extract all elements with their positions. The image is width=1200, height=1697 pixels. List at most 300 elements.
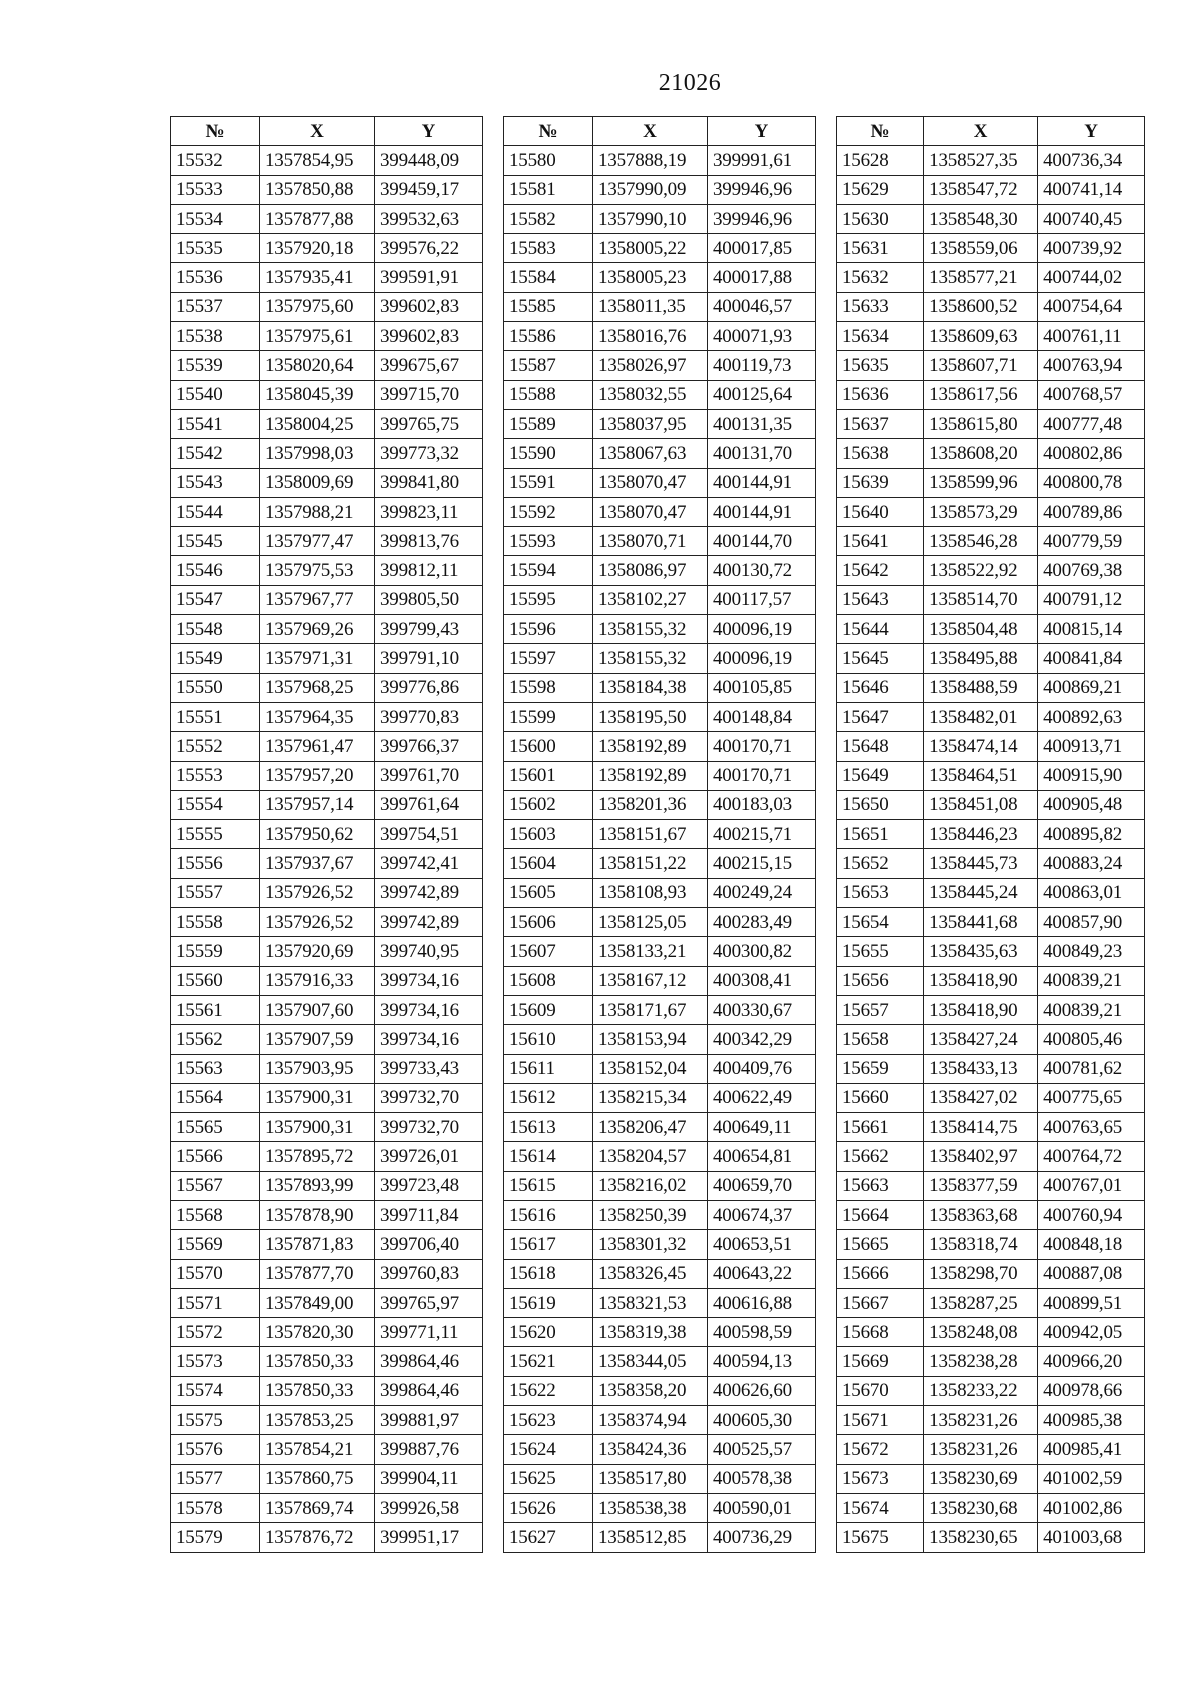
coord-y: 399576,22 bbox=[375, 234, 483, 263]
coord-x: 1357869,74 bbox=[260, 1493, 375, 1522]
coord-x: 1357850,33 bbox=[260, 1347, 375, 1376]
coord-y: 400754,64 bbox=[1038, 292, 1145, 321]
point-number: 15628 bbox=[837, 146, 924, 175]
table-row bbox=[504, 1171, 816, 1200]
coord-y: 399740,95 bbox=[375, 937, 483, 966]
coord-x: 1358155,32 bbox=[593, 644, 708, 673]
table-row bbox=[504, 849, 816, 878]
coord-x: 1358402,97 bbox=[924, 1142, 1038, 1171]
coord-x: 1357998,03 bbox=[260, 439, 375, 468]
coord-x: 1358573,29 bbox=[924, 497, 1038, 526]
coord-x: 1358617,56 bbox=[924, 380, 1038, 409]
point-number: 15537 bbox=[171, 292, 260, 321]
coord-x: 1358517,80 bbox=[593, 1464, 708, 1493]
point-number: 15571 bbox=[171, 1288, 260, 1317]
point-number: 15582 bbox=[504, 204, 593, 233]
coord-y: 399864,46 bbox=[375, 1376, 483, 1405]
point-number: 15543 bbox=[171, 468, 260, 497]
table-row bbox=[171, 204, 483, 233]
table-row bbox=[171, 527, 483, 556]
point-number: 15607 bbox=[504, 937, 593, 966]
coord-x: 1358233,22 bbox=[924, 1376, 1038, 1405]
coord-x: 1358546,28 bbox=[924, 527, 1038, 556]
point-number: 15554 bbox=[171, 790, 260, 819]
table-row bbox=[837, 673, 1145, 702]
coord-y: 400869,21 bbox=[1038, 673, 1145, 702]
table-row bbox=[504, 585, 816, 614]
point-number: 15667 bbox=[837, 1288, 924, 1317]
point-number: 15536 bbox=[171, 263, 260, 292]
coord-y: 400760,94 bbox=[1038, 1200, 1145, 1229]
table-row bbox=[171, 1288, 483, 1317]
coord-x: 1357853,25 bbox=[260, 1406, 375, 1435]
table-row bbox=[504, 1142, 816, 1171]
coord-x: 1358151,67 bbox=[593, 820, 708, 849]
coord-x: 1358363,68 bbox=[924, 1200, 1038, 1229]
coord-x: 1357975,53 bbox=[260, 556, 375, 585]
coord-y: 399734,16 bbox=[375, 966, 483, 995]
point-number: 15578 bbox=[171, 1493, 260, 1522]
table-row bbox=[504, 615, 816, 644]
coord-x: 1358067,63 bbox=[593, 439, 708, 468]
point-number: 15594 bbox=[504, 556, 593, 585]
table-row bbox=[504, 1435, 816, 1464]
point-number: 15565 bbox=[171, 1113, 260, 1142]
point-number: 15546 bbox=[171, 556, 260, 585]
coord-x: 1358004,25 bbox=[260, 409, 375, 438]
coord-y: 399732,70 bbox=[375, 1113, 483, 1142]
table-row bbox=[171, 1406, 483, 1435]
point-number: 15675 bbox=[837, 1523, 924, 1552]
coord-x: 1357920,18 bbox=[260, 234, 375, 263]
table-row bbox=[837, 732, 1145, 761]
coord-y: 400119,73 bbox=[708, 351, 816, 380]
coord-x: 1357964,35 bbox=[260, 702, 375, 731]
point-number: 15539 bbox=[171, 351, 260, 380]
table-row bbox=[504, 702, 816, 731]
coord-x: 1357893,99 bbox=[260, 1171, 375, 1200]
coord-x: 1358151,22 bbox=[593, 849, 708, 878]
table-row bbox=[837, 1464, 1145, 1493]
coord-x: 1358171,67 bbox=[593, 995, 708, 1024]
coord-y: 400736,29 bbox=[708, 1523, 816, 1552]
coord-x: 1358377,59 bbox=[924, 1171, 1038, 1200]
coord-y: 399734,16 bbox=[375, 1025, 483, 1054]
coord-y: 400764,72 bbox=[1038, 1142, 1145, 1171]
table-row bbox=[837, 790, 1145, 819]
coord-y: 399761,70 bbox=[375, 761, 483, 790]
table-header-row bbox=[837, 117, 1145, 146]
table-row bbox=[837, 1523, 1145, 1552]
table-row bbox=[837, 1142, 1145, 1171]
coord-y: 399926,58 bbox=[375, 1493, 483, 1522]
coord-y: 400616,88 bbox=[708, 1288, 816, 1317]
coord-y: 400887,08 bbox=[1038, 1259, 1145, 1288]
point-number: 15648 bbox=[837, 732, 924, 761]
coord-y: 400839,21 bbox=[1038, 995, 1145, 1024]
coord-y: 400779,59 bbox=[1038, 527, 1145, 556]
coord-x: 1358446,23 bbox=[924, 820, 1038, 849]
coord-y: 399812,11 bbox=[375, 556, 483, 585]
table-row bbox=[504, 1230, 816, 1259]
table-row bbox=[171, 380, 483, 409]
table-row bbox=[837, 1113, 1145, 1142]
table-row bbox=[171, 439, 483, 468]
coord-y: 400899,51 bbox=[1038, 1288, 1145, 1317]
coord-y: 400761,11 bbox=[1038, 322, 1145, 351]
table-row bbox=[837, 322, 1145, 351]
point-number: 15663 bbox=[837, 1171, 924, 1200]
table-row bbox=[171, 702, 483, 731]
table-row bbox=[837, 966, 1145, 995]
coord-y: 400046,57 bbox=[708, 292, 816, 321]
coord-x: 1357916,33 bbox=[260, 966, 375, 995]
coord-x: 1357860,75 bbox=[260, 1464, 375, 1493]
table-row bbox=[837, 1493, 1145, 1522]
coord-y: 400308,41 bbox=[708, 966, 816, 995]
point-number: 15579 bbox=[171, 1523, 260, 1552]
point-number: 15636 bbox=[837, 380, 924, 409]
point-number: 15556 bbox=[171, 849, 260, 878]
point-number: 15661 bbox=[837, 1113, 924, 1142]
coord-x: 1358153,94 bbox=[593, 1025, 708, 1054]
coord-x: 1357969,26 bbox=[260, 615, 375, 644]
coord-x: 1358538,38 bbox=[593, 1493, 708, 1522]
coord-y: 399723,48 bbox=[375, 1171, 483, 1200]
table-row bbox=[837, 849, 1145, 878]
point-number: 15614 bbox=[504, 1142, 593, 1171]
table-row bbox=[837, 1259, 1145, 1288]
table-row bbox=[504, 937, 816, 966]
point-number: 15584 bbox=[504, 263, 593, 292]
coord-x: 1358514,70 bbox=[924, 585, 1038, 614]
point-number: 15567 bbox=[171, 1171, 260, 1200]
point-number: 15602 bbox=[504, 790, 593, 819]
coord-x: 1358527,35 bbox=[924, 146, 1038, 175]
coord-x: 1358005,23 bbox=[593, 263, 708, 292]
coord-x: 1358020,64 bbox=[260, 351, 375, 380]
coord-x: 1358427,02 bbox=[924, 1083, 1038, 1112]
coord-x: 1358005,22 bbox=[593, 234, 708, 263]
table-row bbox=[837, 439, 1145, 468]
page-number: 21026 bbox=[658, 70, 722, 96]
coord-y: 400525,57 bbox=[708, 1435, 816, 1464]
table-row bbox=[504, 1083, 816, 1112]
point-number: 15574 bbox=[171, 1376, 260, 1405]
coord-y: 399711,84 bbox=[375, 1200, 483, 1229]
table-row bbox=[837, 585, 1145, 614]
coord-y: 400626,60 bbox=[708, 1376, 816, 1405]
coord-y: 399602,83 bbox=[375, 292, 483, 321]
coordinate-table-1 bbox=[170, 116, 483, 1553]
point-number: 15616 bbox=[504, 1200, 593, 1229]
coord-y: 400892,63 bbox=[1038, 702, 1145, 731]
point-number: 15553 bbox=[171, 761, 260, 790]
coord-x: 1358321,53 bbox=[593, 1288, 708, 1317]
point-number: 15621 bbox=[504, 1347, 593, 1376]
coord-x: 1358559,06 bbox=[924, 234, 1038, 263]
point-number: 15540 bbox=[171, 380, 260, 409]
coord-y: 399799,43 bbox=[375, 615, 483, 644]
coord-x: 1358204,57 bbox=[593, 1142, 708, 1171]
coord-y: 400966,20 bbox=[1038, 1347, 1145, 1376]
coord-x: 1358414,75 bbox=[924, 1113, 1038, 1142]
point-number: 15674 bbox=[837, 1493, 924, 1522]
coord-x: 1358037,95 bbox=[593, 409, 708, 438]
coord-y: 399742,41 bbox=[375, 849, 483, 878]
coord-x: 1358231,26 bbox=[924, 1435, 1038, 1464]
table-row bbox=[504, 1493, 816, 1522]
coord-y: 399532,63 bbox=[375, 204, 483, 233]
point-number: 15544 bbox=[171, 497, 260, 526]
coord-x: 1357850,33 bbox=[260, 1376, 375, 1405]
coord-y: 399773,32 bbox=[375, 439, 483, 468]
table-row bbox=[837, 351, 1145, 380]
point-number: 15534 bbox=[171, 204, 260, 233]
table-row bbox=[837, 937, 1145, 966]
coord-y: 400913,71 bbox=[1038, 732, 1145, 761]
header-number: № bbox=[171, 117, 260, 146]
table-row bbox=[171, 468, 483, 497]
table-row bbox=[837, 1083, 1145, 1112]
point-number: 15658 bbox=[837, 1025, 924, 1054]
coord-x: 1357876,72 bbox=[260, 1523, 375, 1552]
point-number: 15572 bbox=[171, 1318, 260, 1347]
point-number: 15659 bbox=[837, 1054, 924, 1083]
point-number: 15627 bbox=[504, 1523, 593, 1552]
point-number: 15657 bbox=[837, 995, 924, 1024]
point-number: 15629 bbox=[837, 175, 924, 204]
table-row bbox=[504, 908, 816, 937]
point-number: 15634 bbox=[837, 322, 924, 351]
coord-y: 400578,38 bbox=[708, 1464, 816, 1493]
coord-y: 399602,83 bbox=[375, 322, 483, 351]
table-row bbox=[504, 556, 816, 585]
coord-y: 400170,71 bbox=[708, 732, 816, 761]
point-number: 15542 bbox=[171, 439, 260, 468]
table-row bbox=[837, 1288, 1145, 1317]
coord-x: 1358016,76 bbox=[593, 322, 708, 351]
coord-x: 1358026,97 bbox=[593, 351, 708, 380]
coord-x: 1358548,30 bbox=[924, 204, 1038, 233]
coord-y: 399791,10 bbox=[375, 644, 483, 673]
table-row bbox=[504, 1259, 816, 1288]
point-number: 15606 bbox=[504, 908, 593, 937]
coord-x: 1358445,24 bbox=[924, 878, 1038, 907]
coord-y: 400800,78 bbox=[1038, 468, 1145, 497]
coord-x: 1358445,73 bbox=[924, 849, 1038, 878]
coord-x: 1357990,09 bbox=[593, 175, 708, 204]
coord-y: 399766,37 bbox=[375, 732, 483, 761]
point-number: 15595 bbox=[504, 585, 593, 614]
point-number: 15638 bbox=[837, 439, 924, 468]
table-row bbox=[504, 351, 816, 380]
point-number: 15583 bbox=[504, 234, 593, 263]
table-row bbox=[837, 1230, 1145, 1259]
coord-y: 400740,45 bbox=[1038, 204, 1145, 233]
table-row bbox=[504, 175, 816, 204]
coord-y: 400131,35 bbox=[708, 409, 816, 438]
point-number: 15646 bbox=[837, 673, 924, 702]
table-row bbox=[504, 468, 816, 497]
table-row bbox=[171, 1493, 483, 1522]
point-number: 15568 bbox=[171, 1200, 260, 1229]
point-number: 15673 bbox=[837, 1464, 924, 1493]
coord-x: 1358195,50 bbox=[593, 702, 708, 731]
table-row bbox=[171, 175, 483, 204]
table-row bbox=[171, 644, 483, 673]
header-y: Y bbox=[1038, 117, 1145, 146]
coord-y: 400409,76 bbox=[708, 1054, 816, 1083]
point-number: 15641 bbox=[837, 527, 924, 556]
point-number: 15535 bbox=[171, 234, 260, 263]
table-row bbox=[504, 820, 816, 849]
point-number: 15560 bbox=[171, 966, 260, 995]
header-y: Y bbox=[375, 117, 483, 146]
point-number: 15592 bbox=[504, 497, 593, 526]
coord-y: 400791,12 bbox=[1038, 585, 1145, 614]
table-row bbox=[837, 527, 1145, 556]
coord-x: 1357967,77 bbox=[260, 585, 375, 614]
point-number: 15581 bbox=[504, 175, 593, 204]
coord-y: 399760,83 bbox=[375, 1259, 483, 1288]
point-number: 15645 bbox=[837, 644, 924, 673]
table-row bbox=[171, 1054, 483, 1083]
table-row bbox=[504, 1376, 816, 1405]
coord-y: 400130,72 bbox=[708, 556, 816, 585]
coord-x: 1358045,39 bbox=[260, 380, 375, 409]
table-row bbox=[504, 263, 816, 292]
coord-x: 1357854,21 bbox=[260, 1435, 375, 1464]
table-row bbox=[837, 1376, 1145, 1405]
table-row bbox=[504, 644, 816, 673]
table-row bbox=[504, 292, 816, 321]
table-row bbox=[171, 556, 483, 585]
coord-y: 400741,14 bbox=[1038, 175, 1145, 204]
point-number: 15655 bbox=[837, 937, 924, 966]
point-number: 15643 bbox=[837, 585, 924, 614]
coord-y: 400805,46 bbox=[1038, 1025, 1145, 1054]
coord-y: 399448,09 bbox=[375, 146, 483, 175]
coord-y: 400330,67 bbox=[708, 995, 816, 1024]
coord-x: 1357990,10 bbox=[593, 204, 708, 233]
table-row bbox=[504, 1318, 816, 1347]
point-number: 15639 bbox=[837, 468, 924, 497]
table-row bbox=[837, 497, 1145, 526]
point-number: 15640 bbox=[837, 497, 924, 526]
table-row bbox=[837, 1347, 1145, 1376]
coord-x: 1358451,08 bbox=[924, 790, 1038, 819]
table-row bbox=[837, 380, 1145, 409]
coord-x: 1358608,20 bbox=[924, 439, 1038, 468]
point-number: 15585 bbox=[504, 292, 593, 321]
point-number: 15604 bbox=[504, 849, 593, 878]
coord-x: 1357878,90 bbox=[260, 1200, 375, 1229]
point-number: 15599 bbox=[504, 702, 593, 731]
point-number: 15590 bbox=[504, 439, 593, 468]
coord-y: 400017,85 bbox=[708, 234, 816, 263]
table-row bbox=[171, 966, 483, 995]
table-row bbox=[504, 732, 816, 761]
coord-x: 1357935,41 bbox=[260, 263, 375, 292]
point-number: 15630 bbox=[837, 204, 924, 233]
coord-y: 400736,34 bbox=[1038, 146, 1145, 175]
coord-y: 400674,37 bbox=[708, 1200, 816, 1229]
point-number: 15532 bbox=[171, 146, 260, 175]
table-row bbox=[504, 409, 816, 438]
table-row bbox=[504, 1464, 816, 1493]
coord-y: 400763,94 bbox=[1038, 351, 1145, 380]
header-number: № bbox=[504, 117, 593, 146]
coord-y: 399733,43 bbox=[375, 1054, 483, 1083]
table-row bbox=[504, 146, 816, 175]
coord-y: 400769,38 bbox=[1038, 556, 1145, 585]
coord-x: 1357977,47 bbox=[260, 527, 375, 556]
table-row bbox=[171, 409, 483, 438]
point-number: 15609 bbox=[504, 995, 593, 1024]
coord-x: 1358547,72 bbox=[924, 175, 1038, 204]
point-number: 15647 bbox=[837, 702, 924, 731]
table-row bbox=[504, 439, 816, 468]
coord-y: 399765,75 bbox=[375, 409, 483, 438]
coord-y: 399761,64 bbox=[375, 790, 483, 819]
coord-y: 399726,01 bbox=[375, 1142, 483, 1171]
point-number: 15622 bbox=[504, 1376, 593, 1405]
coord-y: 400978,66 bbox=[1038, 1376, 1145, 1405]
coord-y: 399776,86 bbox=[375, 673, 483, 702]
point-number: 15631 bbox=[837, 234, 924, 263]
point-number: 15615 bbox=[504, 1171, 593, 1200]
table-row bbox=[171, 1347, 483, 1376]
coord-y: 400849,23 bbox=[1038, 937, 1145, 966]
table-row bbox=[504, 1054, 816, 1083]
coord-x: 1357950,62 bbox=[260, 820, 375, 849]
coord-y: 399770,83 bbox=[375, 702, 483, 731]
point-number: 15668 bbox=[837, 1318, 924, 1347]
coord-x: 1358070,47 bbox=[593, 497, 708, 526]
coord-x: 1357871,83 bbox=[260, 1230, 375, 1259]
coord-y: 399591,91 bbox=[375, 263, 483, 292]
coord-y: 400777,48 bbox=[1038, 409, 1145, 438]
table-row bbox=[171, 1230, 483, 1259]
table-row bbox=[837, 263, 1145, 292]
table-row bbox=[504, 1113, 816, 1142]
coord-y: 400590,01 bbox=[708, 1493, 816, 1522]
point-number: 15533 bbox=[171, 175, 260, 204]
coord-x: 1358504,48 bbox=[924, 615, 1038, 644]
point-number: 15632 bbox=[837, 263, 924, 292]
table-row bbox=[837, 1025, 1145, 1054]
coord-y: 401002,86 bbox=[1038, 1493, 1145, 1522]
table-row bbox=[504, 1347, 816, 1376]
coord-y: 400249,24 bbox=[708, 878, 816, 907]
table-row bbox=[837, 820, 1145, 849]
coord-y: 399706,40 bbox=[375, 1230, 483, 1259]
coord-x: 1358184,38 bbox=[593, 673, 708, 702]
point-number: 15653 bbox=[837, 878, 924, 907]
coord-y: 400841,84 bbox=[1038, 644, 1145, 673]
coord-y: 399946,96 bbox=[708, 175, 816, 204]
coord-y: 400985,41 bbox=[1038, 1435, 1145, 1464]
table-row bbox=[837, 702, 1145, 731]
coord-y: 399765,97 bbox=[375, 1288, 483, 1317]
table-row bbox=[171, 292, 483, 321]
table-row bbox=[171, 1113, 483, 1142]
table-row bbox=[171, 1259, 483, 1288]
table-row bbox=[171, 1464, 483, 1493]
table-row bbox=[504, 1288, 816, 1317]
table-row bbox=[171, 497, 483, 526]
